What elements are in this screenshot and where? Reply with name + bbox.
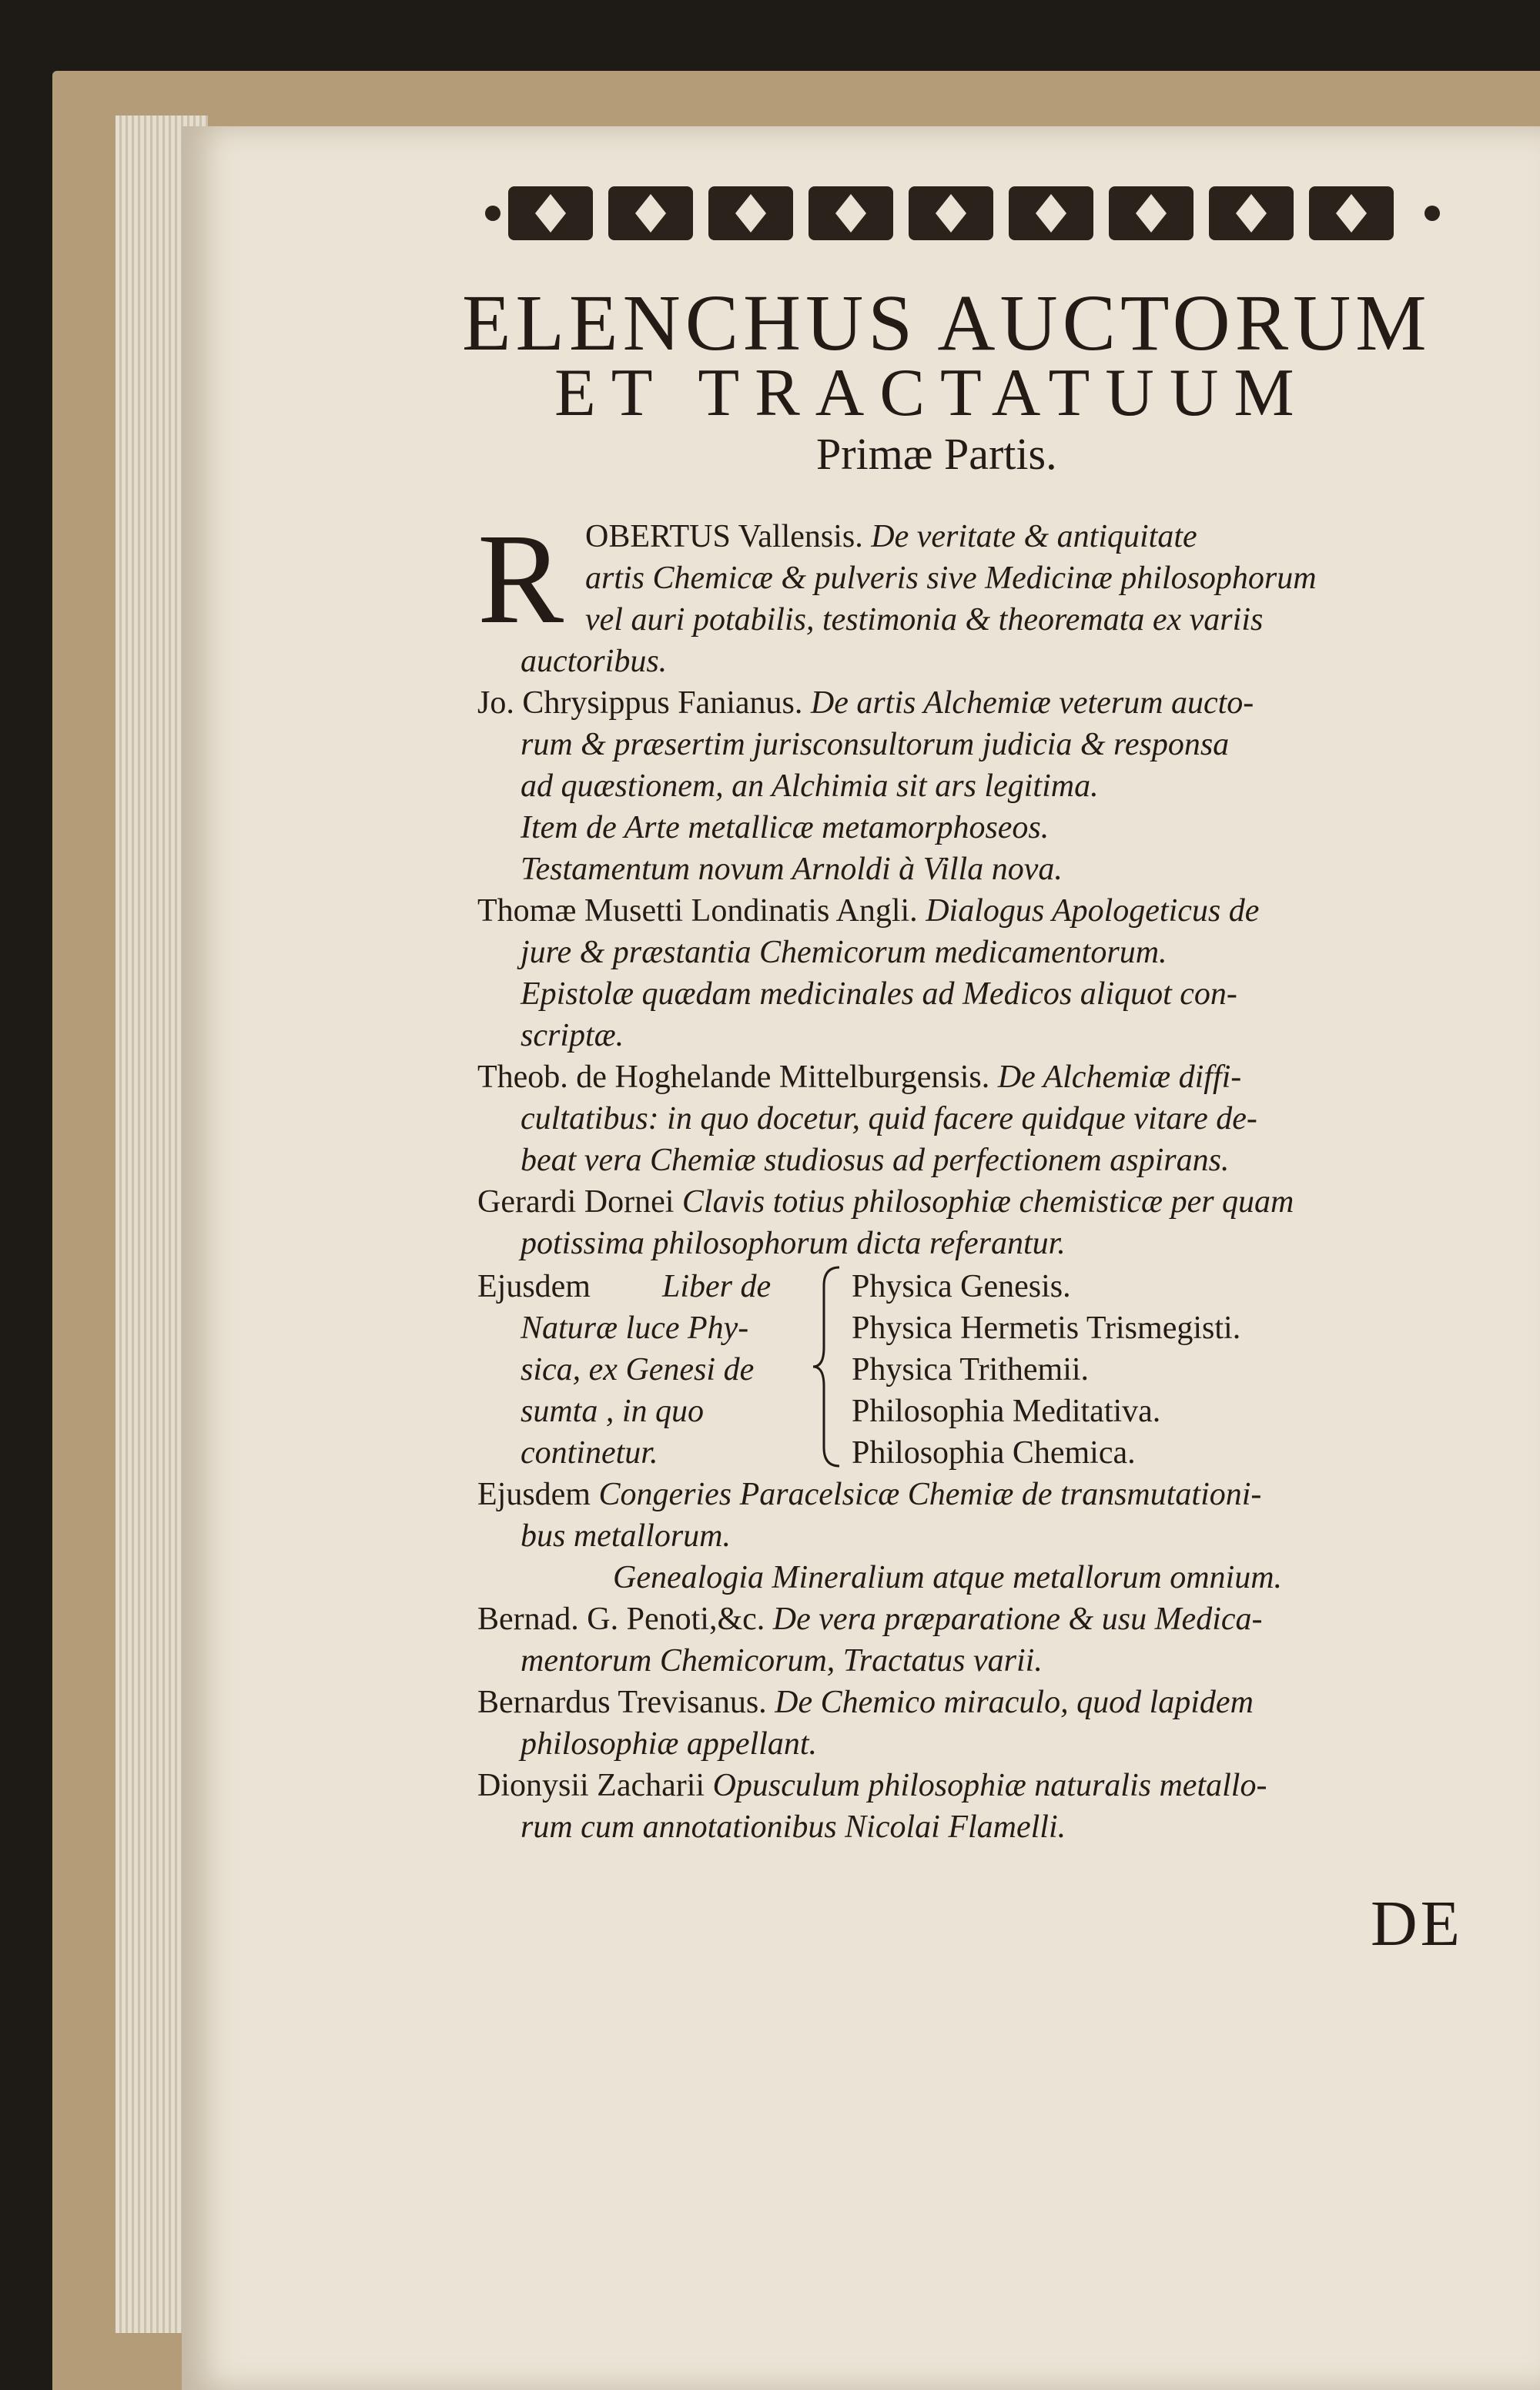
entry-line: rum cum annotationibus Nicolai Flamelli.: [521, 1809, 1066, 1845]
entry-line: [477, 1478, 1261, 1511]
drop-cap: R: [477, 507, 564, 651]
entry-line: beat vera Chemiæ studiosus ad perfectionem aspirans.: [521, 1143, 1230, 1178]
title-line-3: Primæ Partis.: [816, 429, 1057, 479]
work: Opusculum philosophiæ naturalis metallo-: [712, 1768, 1267, 1803]
author: OBERTUS Vallensis.: [585, 519, 863, 554]
author: Gerardi Dornei: [477, 1184, 675, 1220]
author: Thomæ Musetti Londinatis Angli.: [477, 893, 918, 929]
entry-line: jure & præstantia Chemicorum medicamentorum.: [521, 935, 1167, 970]
author: Dionysii Zacharii: [477, 1768, 705, 1803]
author: Jo. Chrysippus Fanianus.: [477, 685, 803, 721]
entry-line: Genealogia Mineralium atque metallorum omnium.: [613, 1560, 1283, 1595]
entry-line: [585, 521, 1197, 553]
work: De artis Alchemiæ veterum aucto-: [810, 685, 1254, 721]
entry-line: cultatibus: in quo docetur, quid facere quidque vitare de-: [521, 1101, 1257, 1136]
work: Clavis totius philosophiæ chemisticæ per quam: [681, 1184, 1294, 1220]
brace-right-line: Physica Genesis.: [852, 1269, 1071, 1304]
entry-line: philosophiæ appellant.: [521, 1726, 818, 1762]
entry-line: auctoribus.: [521, 644, 668, 679]
brace-right-line: Philosophia Chemica.: [852, 1435, 1136, 1471]
brace-left-line: Liber de: [662, 1269, 772, 1304]
brace-left-line: Naturæ luce Phy-: [521, 1310, 749, 1346]
brace-left-line: sica, ex Genesi de: [521, 1352, 755, 1387]
entry-line: [477, 1603, 1263, 1635]
entry-line: mentorum Chemicorum, Tractatus varii.: [521, 1643, 1043, 1679]
brace-right-line: Physica Trithemii.: [852, 1352, 1090, 1387]
brace-left-line: sumta , in quo: [521, 1394, 705, 1429]
work: Congeries Paracelsicæ Chemiæ de transmutationi-: [598, 1477, 1262, 1512]
entry-line: rum & præsertim jurisconsultorum judicia & responsa: [521, 727, 1230, 762]
entry-line: [477, 1186, 1294, 1218]
entry-line: potissima philosophorum dicta referantur.: [521, 1226, 1066, 1261]
entry-line: [477, 1061, 1241, 1093]
work: De vera præparatione & usu Medica-: [772, 1602, 1263, 1637]
entry-line: [477, 1686, 1254, 1719]
ornament-band-icon: [477, 179, 1448, 248]
entry-line: bus metallorum.: [521, 1518, 731, 1554]
entry-line: ad quæstionem, an Alchimia sit ars legitima.: [521, 768, 1099, 804]
entry-line: [477, 895, 1259, 927]
brace-right-line: Philosophia Meditativa.: [852, 1394, 1161, 1429]
entry-line: Testamentum novum Arnoldi à Villa nova.: [521, 852, 1063, 887]
work: De Chemico miraculo, quod lapidem: [775, 1685, 1254, 1720]
brace-left-line: continetur.: [521, 1435, 658, 1471]
entry-line: [477, 1769, 1267, 1802]
work: De Alchemiæ diffi-: [997, 1059, 1242, 1095]
title-line-2: ET TRACTATUUM: [554, 356, 1310, 430]
entry-line: Epistolæ quædam medicinales ad Medicos aliquot con-: [521, 976, 1237, 1012]
title-line-1: ELENCHUS AUCTORUM: [462, 279, 1431, 367]
author: Bernad. G. Penoti,&c.: [477, 1602, 765, 1637]
entry-line: vel auri potabilis, testimonia & theoremata ex variis: [585, 602, 1264, 638]
entry-line: [477, 687, 1254, 719]
author: Theob. de Hoghelande Mittelburgensis.: [477, 1059, 990, 1095]
catchword: DE: [1371, 1888, 1463, 1960]
author: Bernardus Trevisanus.: [477, 1685, 767, 1720]
ejusdem-label: Ejusdem: [477, 1269, 591, 1304]
entry-line: Item de Arte metallicæ metamorphoseos.: [521, 810, 1050, 845]
work: De veritate & antiquitate: [871, 519, 1197, 554]
author: Ejusdem: [477, 1477, 591, 1512]
work: Dialogus Apologeticus de: [926, 893, 1260, 929]
entry-line: artis Chemicæ & pulveris sive Medicinæ philosophorum: [585, 561, 1317, 596]
entry-line: scriptæ.: [521, 1018, 624, 1053]
curly-brace-icon: [810, 1263, 844, 1471]
brace-right-line: Physica Hermetis Trismegisti.: [852, 1310, 1241, 1346]
